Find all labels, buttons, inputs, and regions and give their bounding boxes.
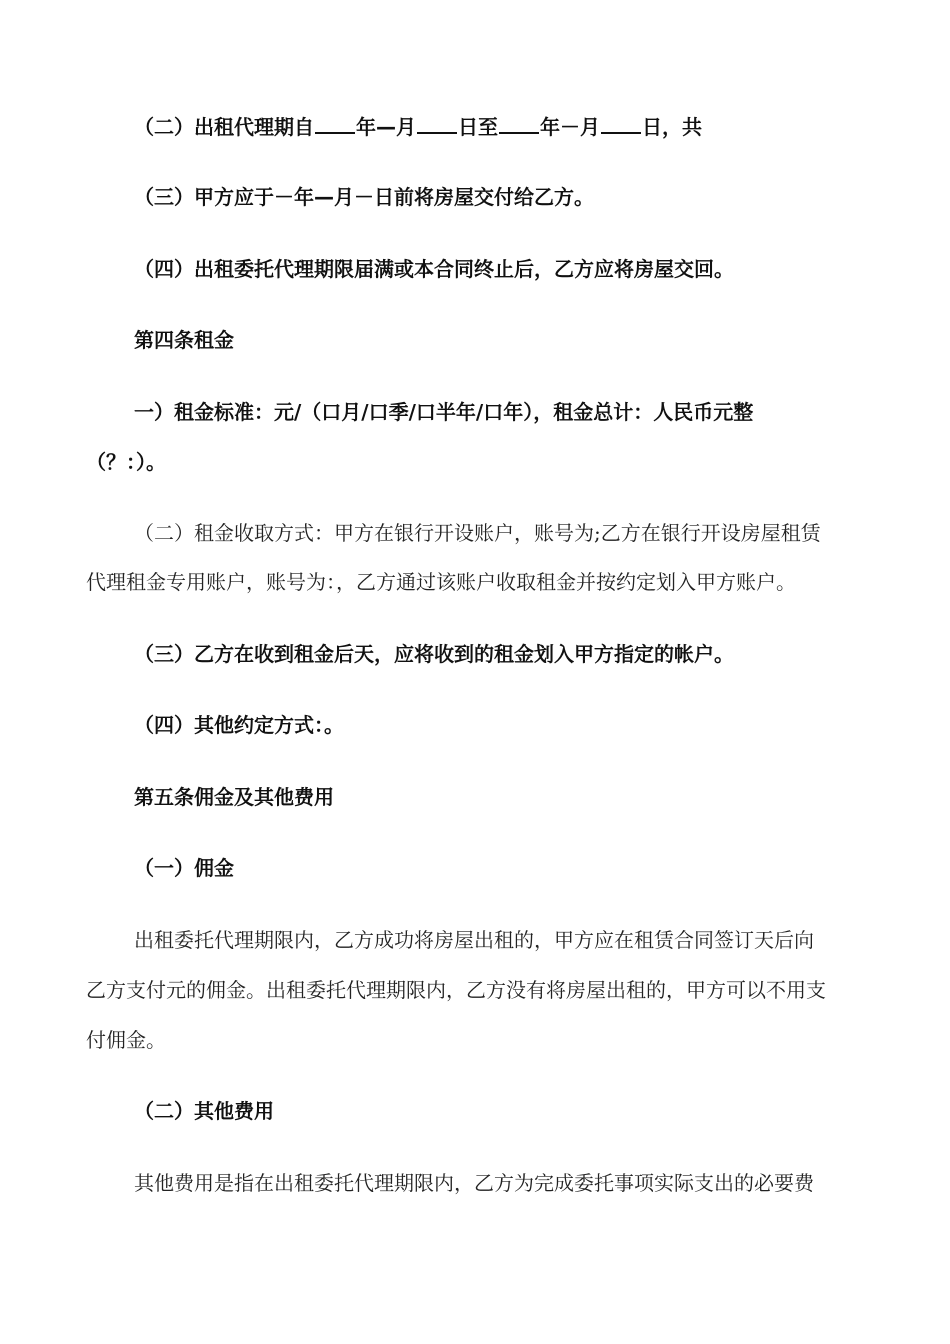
clause-rent-collection-cont: 代理租金专用账户，账号为：，乙方通过该账户收取租金并按约定划入甲方账户。 — [86, 570, 796, 594]
section-heading-commission: 第五条佣金及其他费用 — [134, 785, 334, 809]
clause-return: （四）出租委托代理期限届满或本合同终止后，乙方应将房屋交回。 — [134, 257, 734, 281]
subheading-other-fees: （二）其他费用 — [134, 1099, 274, 1123]
paragraph-commission: 出租委托代理期限内，乙方成功将房屋出租的，甲方应在租赁合同签订天后向 — [134, 928, 814, 952]
subheading-commission: （一）佣金 — [134, 856, 234, 880]
clause-text: （二）出租代理期自 — [134, 115, 314, 139]
blank-field — [417, 114, 457, 134]
clause-text: 日至 — [458, 115, 498, 139]
clause-other-method: （四）其他约定方式：。 — [134, 713, 344, 737]
section-heading-rent: 第四条租金 — [134, 328, 234, 352]
blank-field — [315, 114, 355, 134]
paragraph-other-fees: 其他费用是指在出租委托代理期限内，乙方为完成委托事项实际支出的必要费 — [134, 1171, 814, 1195]
clause-rent-collection: （二）租金收取方式：甲方在银行开设账户，账号为;乙方在银行开设房屋租赁 — [134, 521, 821, 545]
paragraph-commission-cont: 乙方支付元的佣金。出租委托代理期限内，乙方没有将房屋出租的，甲方可以不用支 — [86, 978, 826, 1002]
clause-rental-period — [86, 114, 876, 139]
clause-rent-standard: 一）租金标准：元/（口月/口季/口半年/口年），租金总计：人民币元整 — [134, 400, 754, 424]
clause-text: 年—月 — [356, 115, 416, 139]
clause-handover: （三）甲方应于－年—月－日前将房屋交付给乙方。 — [134, 185, 594, 209]
blank-field — [499, 114, 539, 134]
clause-rent-transfer: （三）乙方在收到租金后天，应将收到的租金划入甲方指定的帐户。 — [134, 642, 734, 666]
clause-rent-standard-cont: （？：）。 — [86, 450, 166, 474]
blank-field — [601, 114, 641, 134]
clause-text: 年－月 — [540, 115, 600, 139]
clause-text: 日，共 — [642, 115, 702, 139]
paragraph-commission-end: 付佣金。 — [86, 1028, 166, 1052]
